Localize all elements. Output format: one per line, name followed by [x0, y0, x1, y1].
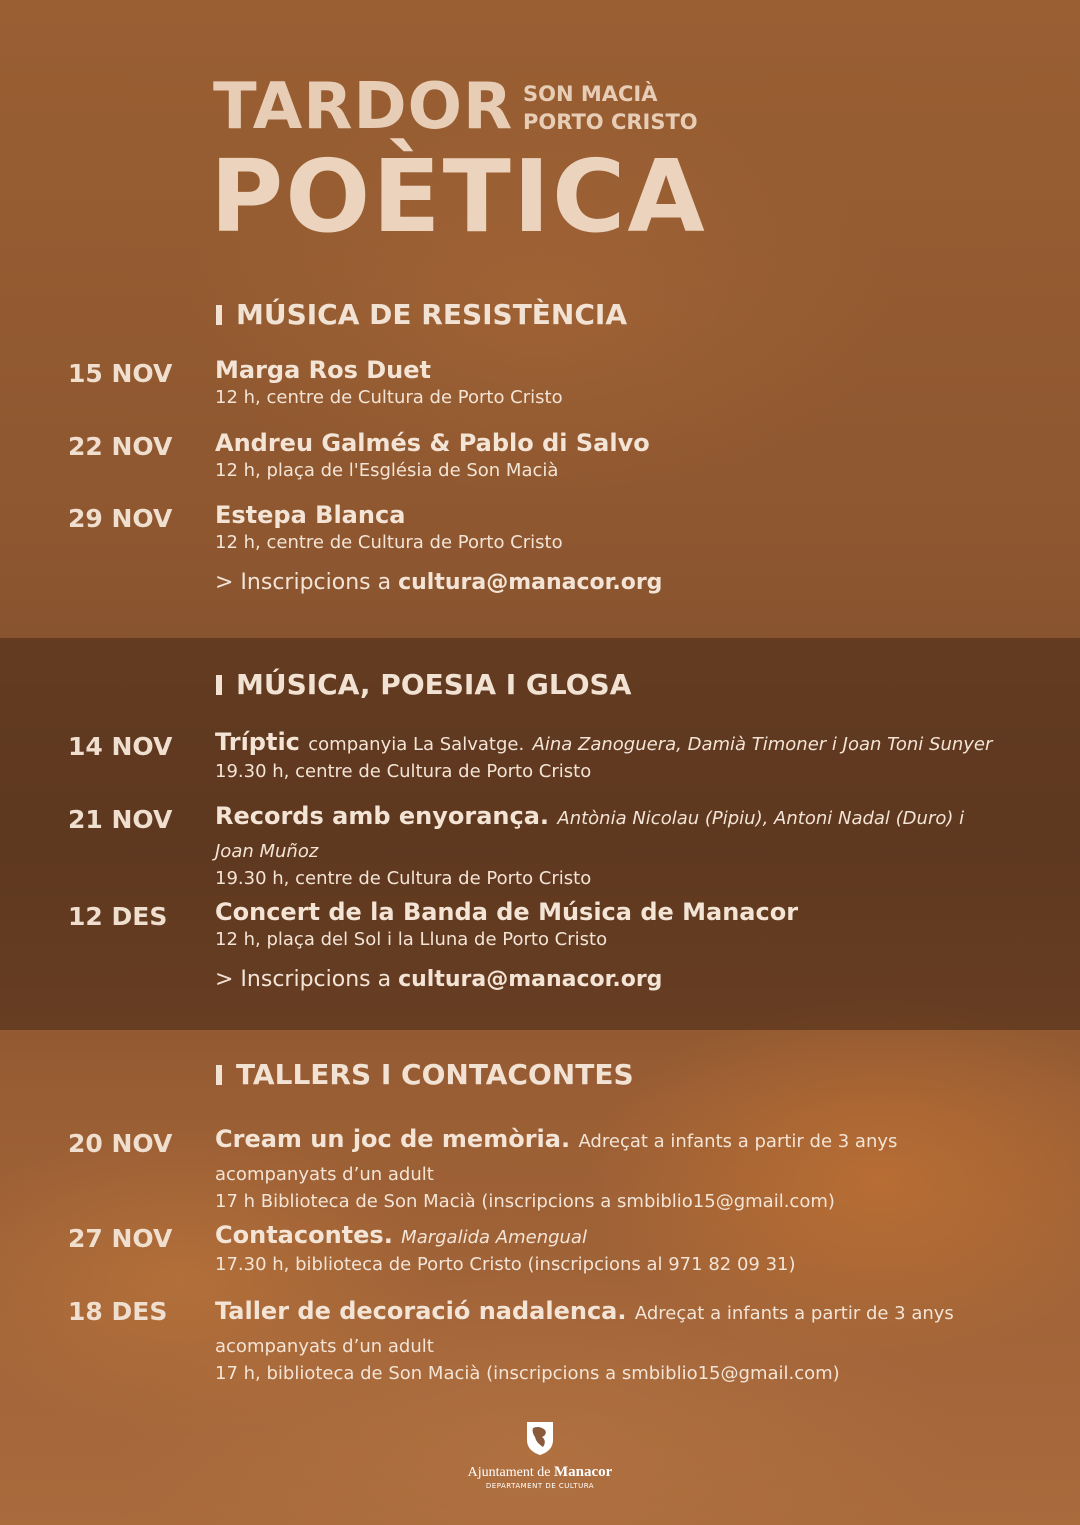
section-bar: [216, 675, 222, 695]
inscriptions-prefix: > Inscripcions a: [215, 570, 399, 595]
event-performers: Aina Zanoguera, Damià Timoner i Joan Toni Sunyer: [532, 734, 993, 755]
event-date: 20 NOV: [68, 1129, 173, 1158]
inscriptions-email-link[interactable]: cultura@manacor.org: [398, 967, 663, 992]
event: [215, 355, 1055, 410]
event-details: 17 h, biblioteca de Son Macià (inscripcions a smbiblio15@gmail.com): [215, 1363, 840, 1384]
event-details: 19.30 h, centre de Cultura de Porto Cristo: [215, 761, 592, 782]
event-details: 19.30 h, centre de Cultura de Porto Cristo: [215, 868, 592, 889]
event-date: 22 NOV: [68, 432, 173, 461]
event-details: 12 h, plaça de l'Església de Son Macià: [215, 460, 559, 481]
section-heading-musica-resistencia: [216, 298, 627, 331]
section-heading-musica-poesia-glosa: [216, 668, 631, 701]
location-porto-cristo: PORTO CRISTO: [523, 110, 698, 134]
event-date: 18 DES: [68, 1297, 168, 1326]
event-title: Concert de la Banda de Música de Manacor: [215, 898, 799, 926]
event-date: 27 NOV: [68, 1224, 173, 1253]
title-poetica: POÈTICA: [210, 138, 707, 255]
coat-of-arms-icon: [525, 1420, 555, 1456]
event: [215, 500, 1055, 555]
event: [215, 1220, 1055, 1277]
section-heading-text: MÚSICA, POESIA I GLOSA: [236, 668, 632, 701]
section-bar: [216, 305, 222, 325]
event-performers: Antònia Nicolau (Pipiu), Antoni Nadal (Duro) i Joan Muñoz: [215, 808, 965, 862]
event-title: Contacontes.: [215, 1221, 393, 1249]
org-name: [440, 1464, 640, 1481]
event-date: 29 NOV: [68, 504, 173, 533]
title-tardor: TARDOR: [213, 70, 514, 144]
section-bar: [216, 1065, 222, 1085]
event-title-line: [215, 1296, 995, 1362]
event-title: Andreu Galmés & Pablo di Salvo: [215, 429, 650, 457]
org-name-bold: Manacor: [553, 1464, 613, 1480]
event-date: 15 NOV: [68, 359, 173, 388]
event: [215, 428, 1055, 483]
event-details: 17 h Biblioteca de Son Macià (inscripcions a smbiblio15@gmail.com): [215, 1191, 835, 1212]
event: [215, 1124, 935, 1214]
event-details: 12 h, plaça del Sol i la Lluna de Porto Cristo: [215, 929, 608, 950]
inscriptions-line: [215, 570, 662, 595]
event-title-line: [215, 801, 975, 867]
event-details: 12 h, centre de Cultura de Porto Cristo: [215, 387, 563, 408]
event-date: 21 NOV: [68, 805, 173, 834]
event-title: Estepa Blanca: [215, 501, 406, 529]
department-name: DEPARTAMENT DE CULTURA: [485, 1482, 595, 1490]
event-audience: Adreçat a infants a partir de 3 anys acompanyats d’un adult: [215, 1131, 898, 1185]
event: [215, 1296, 995, 1386]
event-company: companyia La Salvatge.: [308, 734, 525, 755]
event-details: 12 h, centre de Cultura de Porto Cristo: [215, 532, 563, 553]
section-heading-text: TALLERS I CONTACONTES: [236, 1058, 634, 1091]
inscriptions-line: [215, 967, 662, 992]
event: [215, 897, 1055, 952]
event-title: Cream un joc de memòria.: [215, 1125, 571, 1153]
org-prefix: Ajuntament de: [467, 1465, 551, 1480]
event-performer: Margalida Amengual: [401, 1227, 587, 1248]
event: [215, 727, 1055, 784]
event-title: Tríptic: [215, 728, 300, 756]
section-heading-text: MÚSICA DE RESISTÈNCIA: [236, 298, 628, 331]
event-audience: Adreçat a infants a partir de 3 anys acompanyats d’un adult: [215, 1303, 954, 1357]
event-title: Taller de decoració nadalenca.: [215, 1297, 627, 1325]
event-title-line: [215, 1220, 1055, 1253]
event-title-line: [215, 727, 1055, 760]
event-title: Records amb enyorança.: [215, 802, 550, 830]
location-son-macia: SON MACIÀ: [523, 82, 658, 106]
inscriptions-email-link[interactable]: cultura@manacor.org: [398, 570, 663, 595]
event-details: 17.30 h, biblioteca de Porto Cristo (inscripcions al 971 82 09 31): [215, 1254, 796, 1275]
footer-logo: [440, 1420, 640, 1490]
event-title-line: [215, 1124, 935, 1190]
event-date: 12 DES: [68, 902, 168, 931]
inscriptions-prefix: > Inscripcions a: [215, 967, 399, 992]
event-date: 14 NOV: [68, 732, 173, 761]
event: [215, 801, 975, 891]
section-heading-tallers-contacontes: [216, 1058, 634, 1091]
event-title: Marga Ros Duet: [215, 356, 432, 384]
